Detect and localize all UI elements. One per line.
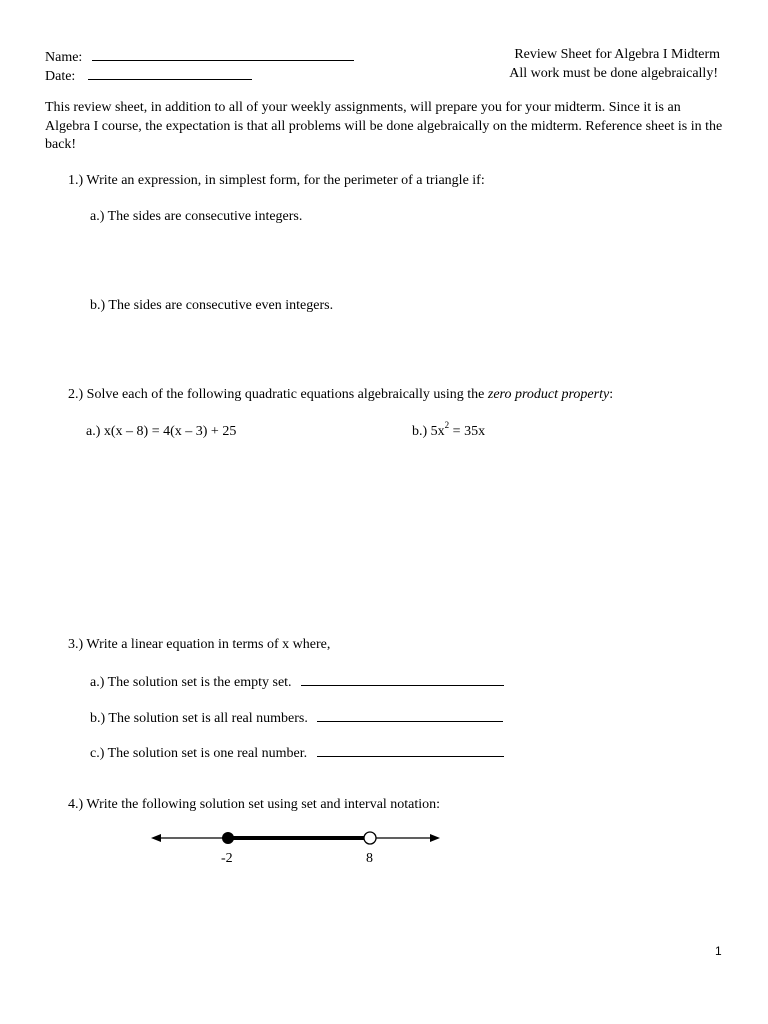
q1-part-a: a.) The sides are consecutive integers. [90, 209, 303, 224]
q3-part-a-text: a.) The solution set is the empty set. [90, 675, 292, 690]
q3-part-b-text: b.) The solution set is all real numbers. [90, 711, 308, 726]
intro-paragraph: This review sheet, in addition to all of your weekly assignments, will prepare you for your midterm. Since it is an Algebra I course, the expectation is that all problems will be done algebraically on the midterm. Reference sheet is in the back! [45, 100, 723, 152]
number-line-right-label: 8 [366, 851, 373, 866]
sheet-subtitle: All work must be done algebraically! [509, 66, 718, 81]
closed-endpoint-dot [222, 832, 234, 844]
zero-product-property-term: zero product property [487, 387, 610, 402]
q2-prompt-text: 2.) Solve each of the following quadratic equations algebraically using the [68, 387, 488, 402]
q2-part-b-lhs: b.) 5x [412, 424, 445, 439]
open-endpoint-circle [364, 832, 376, 844]
sheet-title: Review Sheet for Algebra I Midterm [514, 47, 720, 62]
exponent: 2 [444, 420, 450, 431]
q3-prompt: 3.) Write a linear equation in terms of x where, [68, 637, 331, 652]
right-arrow-icon [430, 834, 440, 842]
q1-prompt: 1.) Write an expression, in simplest form, for the perimeter of a triangle if: [68, 173, 485, 188]
q2-part-a: a.) x(x – 8) = 4(x – 3) + 25 [86, 424, 237, 439]
page-number: 1 [715, 944, 722, 958]
q3-part-c-text: c.) The solution set is one real number. [90, 746, 308, 761]
q2-part-b-rhs: = 35x [449, 424, 486, 439]
q2-prompt-colon: : [609, 387, 614, 402]
number-line-left-label: -2 [221, 851, 233, 866]
name-label: Name: [45, 50, 83, 65]
date-label: Date: [45, 69, 76, 84]
q1-part-b: b.) The sides are consecutive even integers. [90, 298, 334, 313]
q4-prompt: 4.) Write the following solution set using set and interval notation: [68, 797, 441, 812]
left-arrow-icon [151, 834, 161, 842]
